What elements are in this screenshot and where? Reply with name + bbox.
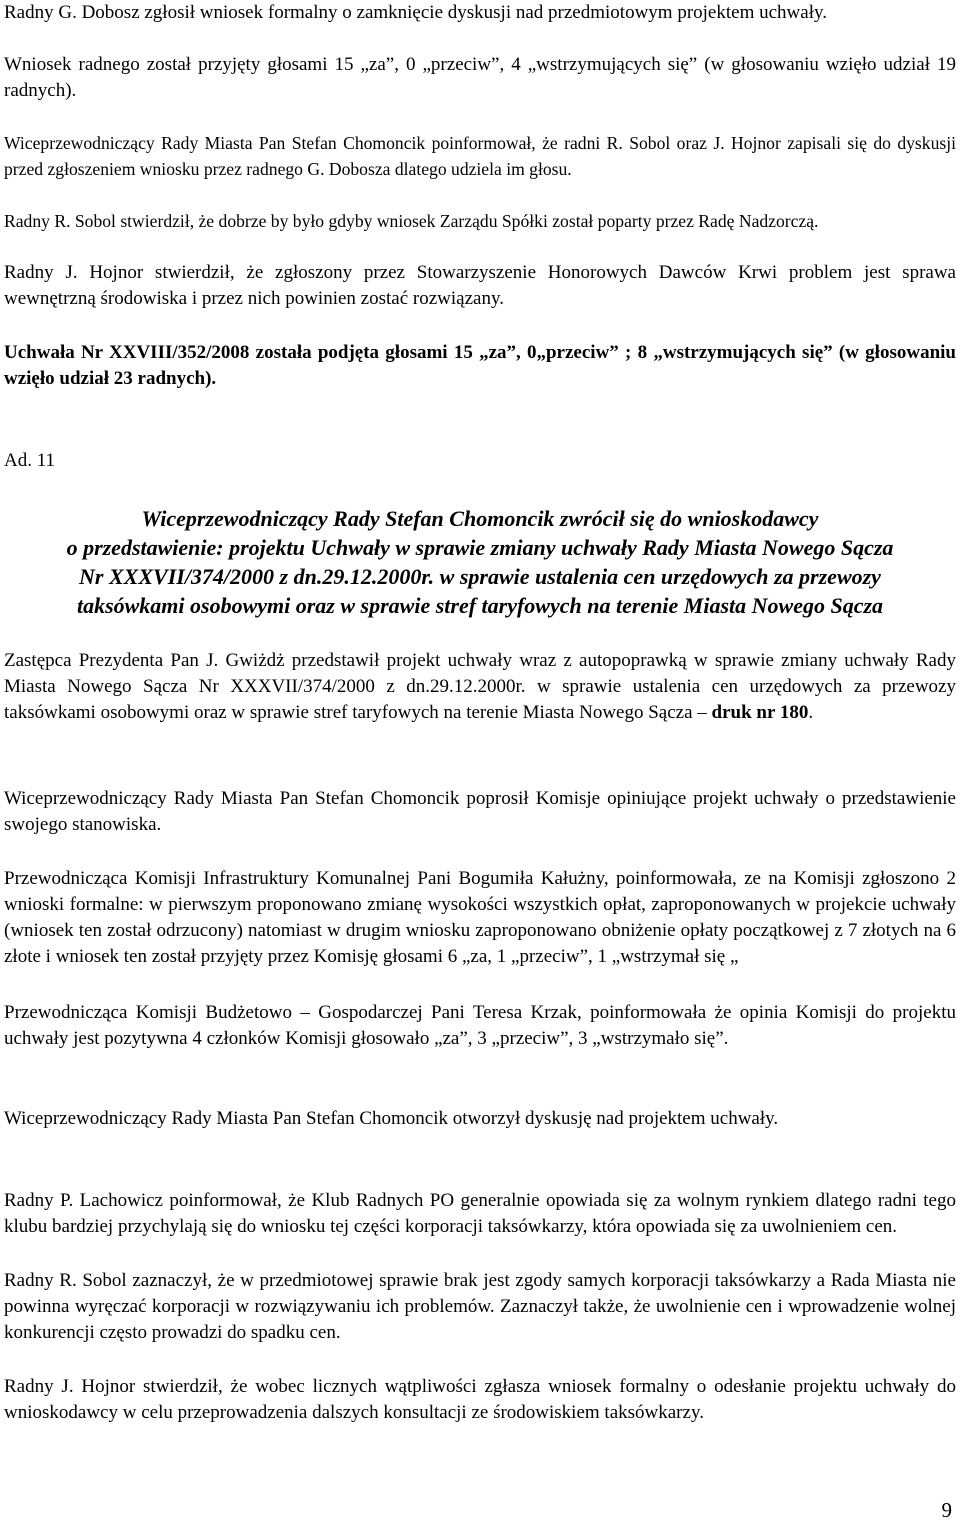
paragraph-dobosz-motion: Radny G. Dobosz zgłosił wniosek formalny o zamknięcie dyskusji nad przedmiotowym projektem uchwały. xyxy=(4,2,827,23)
paragraph-chomoncik-info: Wiceprzewodniczący Rady Miasta Pan Stefan Chomoncik poinformował, że radni R. Sobol oraz J. Hojnor zapisali się do dyskusji przed zgłoszeniem wniosku przez radnego G. Dobosza dlatego udziela im głosu. xyxy=(4,133,956,179)
paragraph-motion-vote: Wniosek radnego został przyjęty głosami 15 „za”, 0 „przeciw”, 4 „wstrzymujących się” (w głosowaniu wzięło udział 19 radnych). xyxy=(4,54,956,101)
paragraph-text: Zastępca Prezydenta Pan J. Gwiżdż przedstawił projekt uchwały wraz z autopoprawką w sprawie zmiany uchwały Rady Miasta Nowego Sącza Nr XXXVII/374/2000 z dn.29.12.2000r. w sprawie ustalenia cen urzędowych za przewozy taksówkami osobowymi oraz w sprawie stref taryfowych na terenie Miasta Nowego Sącza – xyxy=(4,650,956,723)
paragraph-hojnor-statement: Radny J. Hojnor stwierdził, że zgłoszony przez Stowarzyszenie Honorowych Dawców Krwi problem jest sprawa wewnętrzną środowiska i przez nich powinien zostać rozwiązany. xyxy=(4,262,956,309)
agenda-topic-heading xyxy=(4,504,956,620)
page-number: 9 xyxy=(941,1498,952,1522)
heading-line: taksówkami osobowymi oraz w sprawie stref taryfowych na terenie Miasta Nowego Sącza xyxy=(76,593,884,618)
paragraph-hojnor-motion: Radny J. Hojnor stwierdził, że wobec licznych wątpliwości zgłasza wniosek formalny o odesłanie projektu uchwały do wnioskodawcy w celu przeprowadzenia dalszych konsultacji ze środowiskiem taksówkarzy. xyxy=(4,1376,956,1423)
agenda-item-heading: Ad. 11 xyxy=(4,450,56,471)
paragraph-end: . xyxy=(808,702,814,723)
paragraph-discussion-opened: Wiceprzewodniczący Rady Miasta Pan Stefan Chomoncik otworzył dyskusję nad projektem uchwały. xyxy=(4,1108,779,1129)
paragraph-sobol-statement: Radny R. Sobol stwierdził, że dobrze by było gdyby wniosek Zarządu Spółki został poparty przez Radę Nadzorczą. xyxy=(4,211,819,231)
heading-line: o przedstawienie: projektu Uchwały w sprawie zmiany uchwały Rady Miasta Nowego Sącza xyxy=(66,535,894,560)
paragraph-sobol-price: Radny R. Sobol zaznaczył, że w przedmiotowej sprawie brak jest zgody samych korporacji taksówkarzy a Rada Miasta nie powinna wyręczać korporacji w rozwiązywaniu ich problemów. Zaznaczył także, że uwolnienie cen i wprowadzenie wolnej konkurencji często prowadzi do spadku cen. xyxy=(4,1270,956,1343)
paragraph-lachowicz: Radny P. Lachowicz poinformował, że Klub Radnych PO generalnie opowiada się za wolnym rynkiem dlatego radni tego klubu bardziej przychylają się do wniosku tej części korporacji taksówkarzy, która opowiada się za uwolnieniem cen. xyxy=(4,1190,956,1237)
paragraph-infrastructure-commission: Przewodnicząca Komisji Infrastruktury Komunalnej Pani Bogumiła Kałużny, poinformowała, ze na Komisji zgłoszono 2 wnioski formalne: w pierwszym proponowano zmianę wysokości wszystkich opłat, zaproponowanych w projekcie uchwały (wniosek ten został odrzucony) natomiast w drugim wniosku zaproponowano obniżenie opłaty początkowej z 7 złotych na 6 złote i wniosek ten został przyjęty przez Komisję głosami 6 „za, 1 „przeciw”, 1 „wstrzymał się „ xyxy=(4,868,956,967)
paragraph-resolution-adopted: Uchwała Nr XXVIII/352/2008 została podjęta głosami 15 „za”, 0„przeciw” ; 8 „wstrzymujących się” (w głosowaniu wzięło udział 23 radnych). xyxy=(4,342,956,389)
print-number: druk nr 180 xyxy=(711,702,809,723)
paragraph-gwizdz-presentation xyxy=(4,648,956,726)
paragraph-commissions-request: Wiceprzewodniczący Rady Miasta Pan Stefan Chomoncik poprosił Komisje opiniujące projekt uchwały o przedstawienie swojego stanowiska. xyxy=(4,788,956,835)
paragraph-budget-commission: Przewodnicząca Komisji Budżetowo – Gospodarczej Pani Teresa Krzak, poinformowała że opinia Komisji do projektu uchwały jest pozytywna 4 członków Komisji głosowało „za”, 3 „przeciw”, 3 „wstrzymało się”. xyxy=(4,1002,956,1049)
heading-line: Wiceprzewodniczący Rady Stefan Chomoncik zwrócił się do wnioskodawcy xyxy=(141,506,819,531)
heading-line: Nr XXXVII/374/2000 z dn.29.12.2000r. w sprawie ustalenia cen urzędowych za przewozy xyxy=(79,564,881,589)
